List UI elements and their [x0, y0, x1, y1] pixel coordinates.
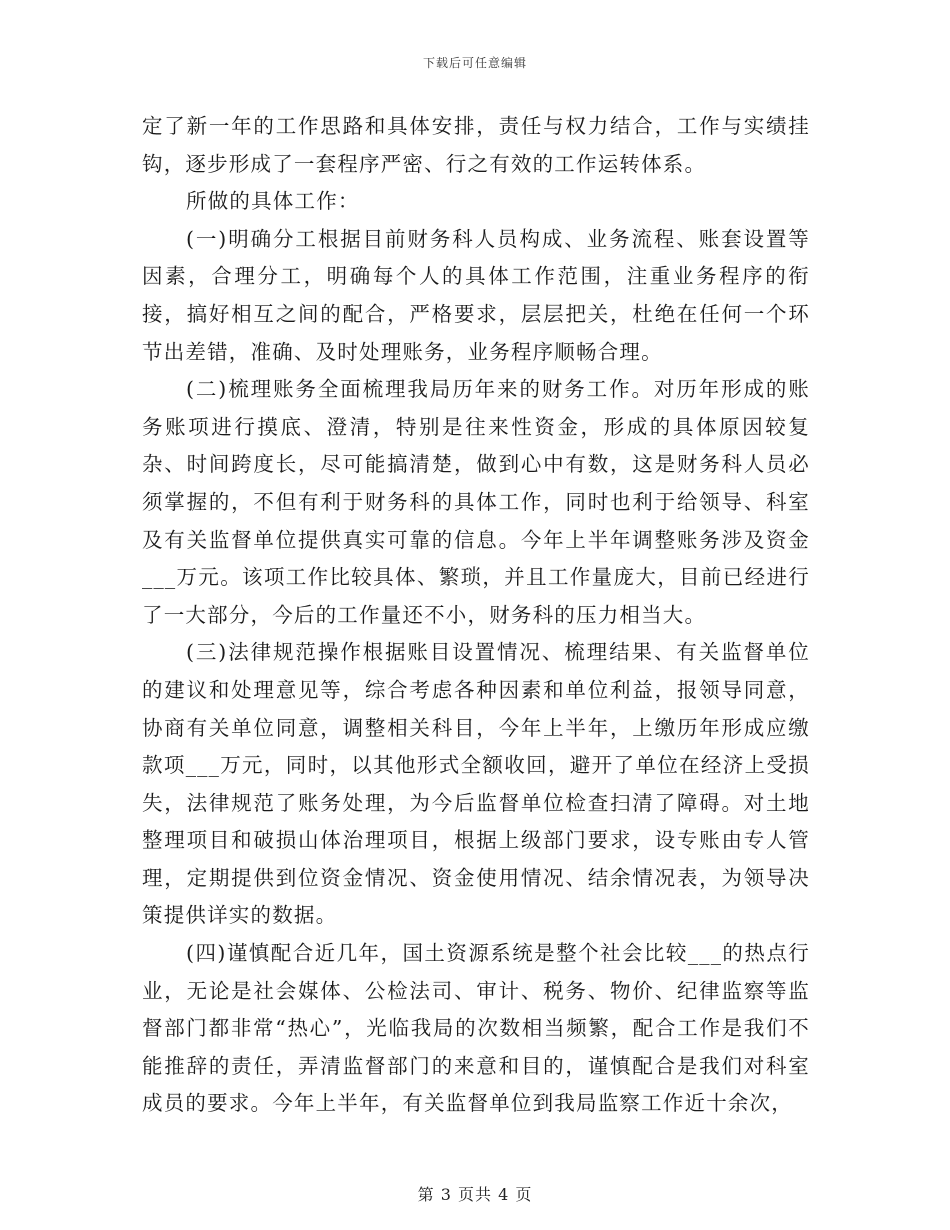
paragraph-1: 定了新一年的工作思路和具体安排，责任与权力结合，工作与实绩挂钩，逐步形成了一套程序严密、行之有效的工作运转体系。: [142, 114, 810, 176]
paragraph-4: (二)梳理账务全面梳理我局历年来的财务工作。对历年形成的账务账项进行摸底、澄清，特别是往来性资金，形成的具体原因较复杂、时间跨度长，尽可能搞清楚，做到心中有数，这是财务科人员必须掌握的，不但有利于财务科的具体工作，同时也利于给领导、科室及有关监督单位提供真实可靠的信息。今年上半年调整账务涉及资金___万元。该项工作比较具体、繁琐，并且工作量庞大，目前已经进行了一大部分，今后的工作量还不小，财务科的压力相当大。: [142, 377, 810, 627]
paragraph-5: (三)法律规范操作根据账目设置情况、梳理结果、有关监督单位的建议和处理意见等，综合考虑各种因素和单位利益，报领导同意，协商有关单位同意，调整相关科目，今年上半年，上缴历年形成应缴款项___万元，同时，以其他形式全额收回，避开了单位在经济上受损失，法律规范了账务处理，为今后监督单位检查扫清了障碍。对土地整理项目和破损山体治理项目，根据上级部门要求，设专账由专人管理，定期提供到位资金情况、资金使用情况、结余情况表，为领导决策提供详实的数据。: [142, 640, 810, 928]
paragraph-3: (一)明确分工根据目前财务科人员构成、业务流程、账套设置等因素，合理分工，明确每个人的具体工作范围，注重业务程序的衔接，搞好相互之间的配合，严格要求，层层把关，杜绝在任何一个环节出差错，准确、及时处理账务，业务程序顺畅合理。: [142, 226, 810, 364]
page-header: 下载后可任意编辑: [422, 56, 527, 70]
document-body: [142, 108, 810, 1123]
paragraph-6: (四)谨慎配合近几年，国土资源系统是整个社会比较___的热点行业，无论是社会媒体、公检法司、审计、税务、物价、纪律监察等监督部门都非常“热心”，光临我局的次数相当频繁，配合工作是我们不能推辞的责任，弄清监督部门的来意和目的，谨慎配合是我们对科室成员的要求。今年上半年，有关监督单位到我局监察工作近十余次，: [142, 941, 810, 1116]
paragraph-2: 所做的具体工作：: [186, 189, 360, 214]
page-footer: 第 3 页共 4 页: [417, 1185, 533, 1204]
